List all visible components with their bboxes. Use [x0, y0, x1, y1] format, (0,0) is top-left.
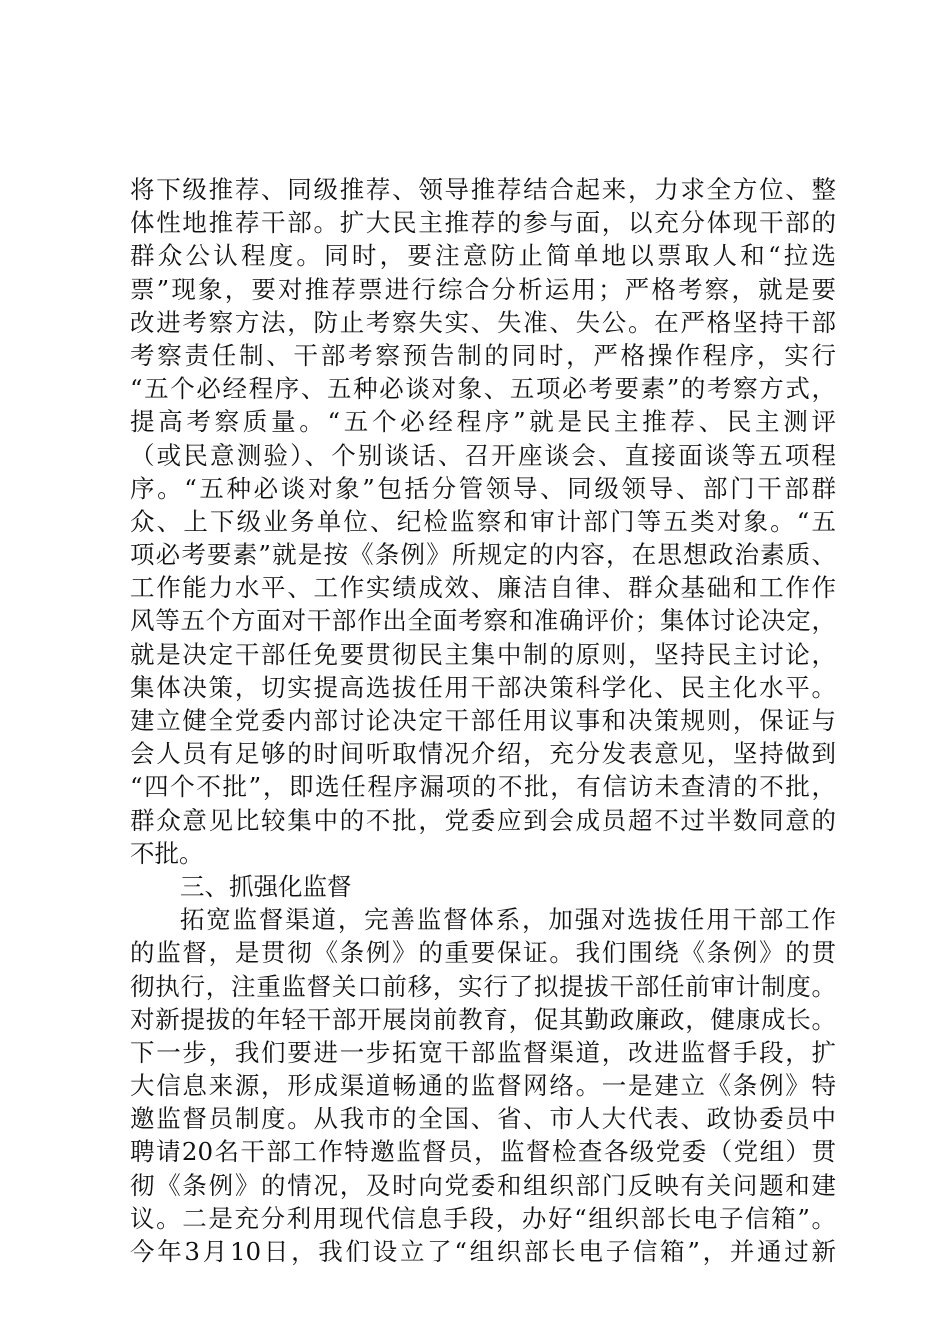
text-line: 建立健全党委内部讨论决定干部任用议事和决策规则，保证与	[130, 706, 836, 735]
text-line: “四个不批”，即选任程序漏项的不批，有信访未查清的不批，	[130, 772, 836, 802]
text-line: 体性地推荐干部。扩大民主推荐的参与面，以充分体现干部的	[130, 208, 836, 238]
text-line: 大信息来源，形成渠道畅通的监督网络。一是建立《条例》特	[130, 1071, 836, 1101]
paragraph-2	[130, 903, 836, 1268]
text-line: 对新提拔的年轻干部开展岗前教育，促其勤政廉政，健康成长。	[130, 1004, 836, 1034]
text-line: 会人员有足够的时间听取情况介绍，充分发表意见，坚持做到	[130, 739, 836, 769]
text-line: （或民意测验）、个别谈话、召开座谈会、直接面谈等五项程	[130, 440, 836, 470]
text-line: 票”现象，要对推荐票进行综合分析运用；严格考察，就是要	[130, 274, 836, 304]
text-line: “五个必经程序、五种必谈对象、五项必考要素”的考察方式，	[130, 374, 836, 404]
text-line: 序。“五种必谈对象”包括分管领导、同级领导、部门干部群	[130, 473, 836, 503]
text-line: 拓宽监督渠道，完善监督体系，加强对选拔任用干部工作	[180, 905, 836, 935]
text-line: 就是决定干部任免要贯彻民主集中制的原则，坚持民主讨论，	[130, 639, 836, 669]
text-line: 群众意见比较集中的不批，党委应到会成员超不过半数同意的	[130, 805, 836, 835]
text-line: 彻《条例》的情况，及时向党委和组织部门反映有关问题和建	[130, 1170, 836, 1200]
text-line: 今年3月10日，我们设立了“组织部长电子信箱”，并通过新	[130, 1237, 836, 1266]
text-line: 考察责任制、干部考察预告制的同时，严格操作程序，实行	[130, 340, 836, 370]
text-line: 不批。	[130, 838, 204, 868]
text-line: 众、上下级业务单位、纪检监察和审计部门等五类对象。“五	[130, 506, 836, 536]
text-line: 的监督，是贯彻《条例》的重要保证。我们围绕《条例》的贯	[130, 938, 836, 968]
text-line: 集体决策，切实提高选拔任用干部决策科学化、民主化水平。	[130, 672, 836, 702]
document-body	[130, 173, 836, 1268]
text-line: 提高考察质量。“五个必经程序”就是民主推荐、民主测评	[130, 407, 836, 437]
text-line: 风等五个方面对干部作出全面考察和准确评价；集体讨论决定，	[130, 606, 836, 636]
text-line: 聘请20名干部工作特邀监督员，监督检查各级党委（党组）贯	[130, 1137, 836, 1167]
text-line: 将下级推荐、同级推荐、领导推荐结合起来，力求全方位、整	[130, 175, 836, 204]
text-line: 工作能力水平、工作实绩成效、廉洁自律、群众基础和工作作	[130, 573, 836, 603]
section-heading: 三、抓强化监督	[180, 871, 352, 901]
text-line: 下一步，我们要进一步拓宽干部监督渠道，改进监督手段，扩	[130, 1037, 836, 1067]
text-line: 邀监督员制度。从我市的全国、省、市人大代表、政协委员中	[130, 1104, 836, 1134]
text-line: 彻执行，注重监督关口前移，实行了拟提拔干部任前审计制度。	[130, 971, 836, 1001]
paragraph-1	[130, 173, 836, 870]
text-line: 群众公认程度。同时，要注意防止简单地以票取人和“拉选	[130, 241, 836, 271]
text-line: 项必考要素”就是按《条例》所规定的内容，在思想政治素质、	[130, 540, 836, 570]
text-line: 议。二是充分利用现代信息手段，办好“组织部长电子信箱”。	[130, 1203, 836, 1233]
text-line: 改进考察方法，防止考察失实、失准、失公。在严格坚持干部	[130, 307, 836, 337]
